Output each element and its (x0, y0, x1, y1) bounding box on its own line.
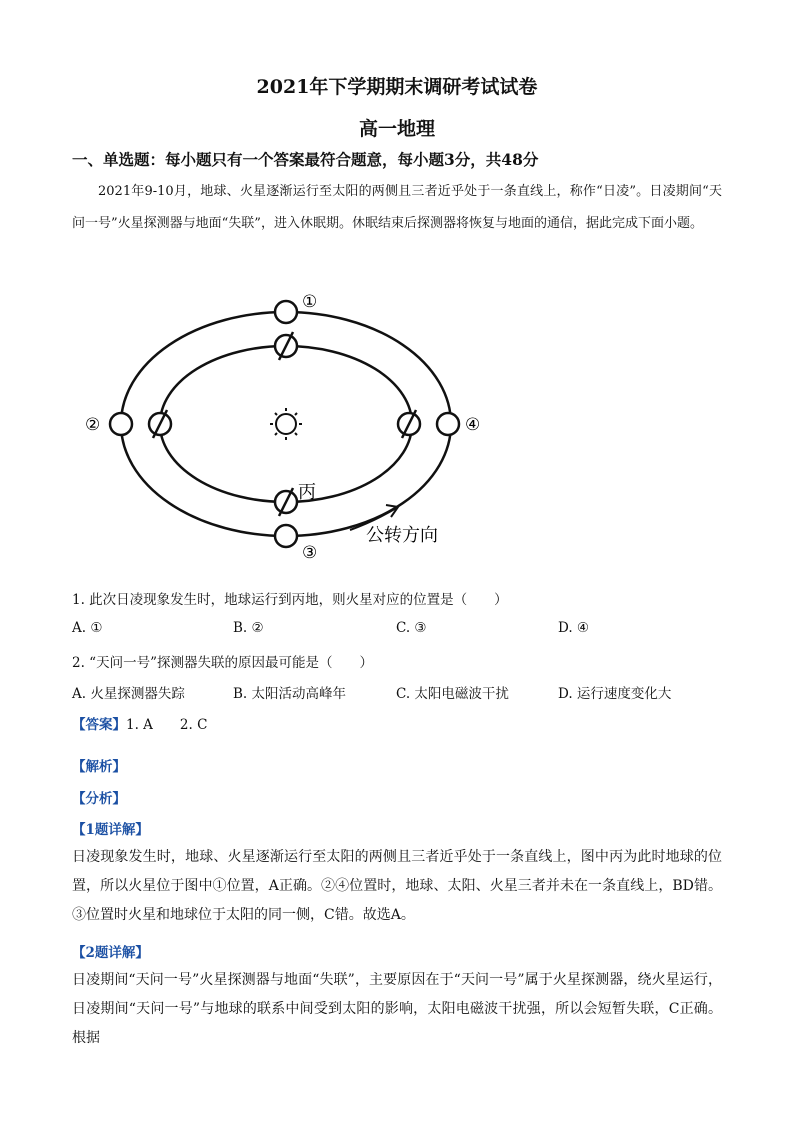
label-position-1: ① (302, 292, 318, 312)
answer-line (72, 713, 207, 733)
label-direction: 公转方向 (366, 525, 438, 546)
sun-icon (270, 408, 302, 440)
q2-option-b: B. 太阳活动高峰年 (233, 686, 347, 702)
q2-detail-tag: 【2题详解】 (72, 945, 149, 961)
label-position-4: ④ (465, 415, 481, 435)
question-2-stem: 2. “天问一号”探测器失联的原因最可能是（ ） (72, 655, 373, 671)
q1-detail-tag: 【1题详解】 (72, 822, 149, 838)
question-1-stem: 1. 此次日凌现象发生时，地球运行到丙地，则火星对应的位置是（ ） (72, 592, 508, 608)
intro-paragraph: 2021年9-10月，地球、火星逐渐运行至太阳的两侧且三者近乎处于一条直线上，称作“日凌”。日凌期间“天问一号”火星探测器与地面“失联”，进入休眠期。休眠结束后探测器将恢复与地面的通信，据此完成下面小题。 (72, 184, 722, 231)
exam-title: 2021年下学期期末调研考试试卷 (256, 76, 538, 98)
mars-position-4 (437, 413, 459, 435)
label-position-3: ③ (302, 543, 318, 563)
q2-option-a: A. 火星探测器失踪 (72, 686, 185, 702)
q1-detail-text: 日凌现象发生时，地球、火星逐渐运行至太阳的两侧且三者近乎处于一条直线上，图中丙为此时地球的位置，所以火星位于图中①位置，A正确。②④位置时，地球、太阳、火星三者并未在一条直线上，BD错。③位置时火星和地球位于太阳的同一侧，C错。故选A。 (72, 849, 722, 923)
q2-option-c: C. 太阳电磁波干扰 (396, 686, 509, 702)
q2-detail-text: 日凌期间“天问一号”火星探测器与地面“失联”，主要原因在于“天问一号”属于火星探测器，绕火星运行，日凌期间“天问一号”与地球的联系中间受到太阳的影响，太阳电磁波干扰强，所以会短暂失联，C正确。根据 (72, 972, 722, 1046)
q1-option-c: C. ③ (396, 620, 427, 636)
exam-subject: 高一地理 (358, 118, 435, 140)
q1-option-b: B. ② (233, 620, 264, 636)
mars-position-3 (275, 525, 297, 547)
fenxi-tag: 【分析】 (72, 791, 126, 807)
mars-position-2 (110, 413, 132, 435)
answer-tag: 【答案】 (72, 717, 126, 733)
label-bing: 丙 (298, 482, 316, 503)
label-position-2: ② (85, 415, 101, 435)
q2-option-d: D. 运行速度变化大 (558, 686, 672, 702)
inner-orbit (160, 346, 412, 502)
q1-option-a: A. ① (72, 620, 103, 636)
jiexi-tag: 【解析】 (72, 759, 126, 775)
section-heading: 一、单选题：每小题只有一个答案最符合题意，每小题3分，共48分 (72, 150, 539, 169)
q1-option-d: D. ④ (558, 620, 590, 636)
answer-value: 1. A 2. C (126, 717, 208, 733)
mars-position-1 (275, 301, 297, 323)
orbit-diagram (80, 285, 500, 565)
